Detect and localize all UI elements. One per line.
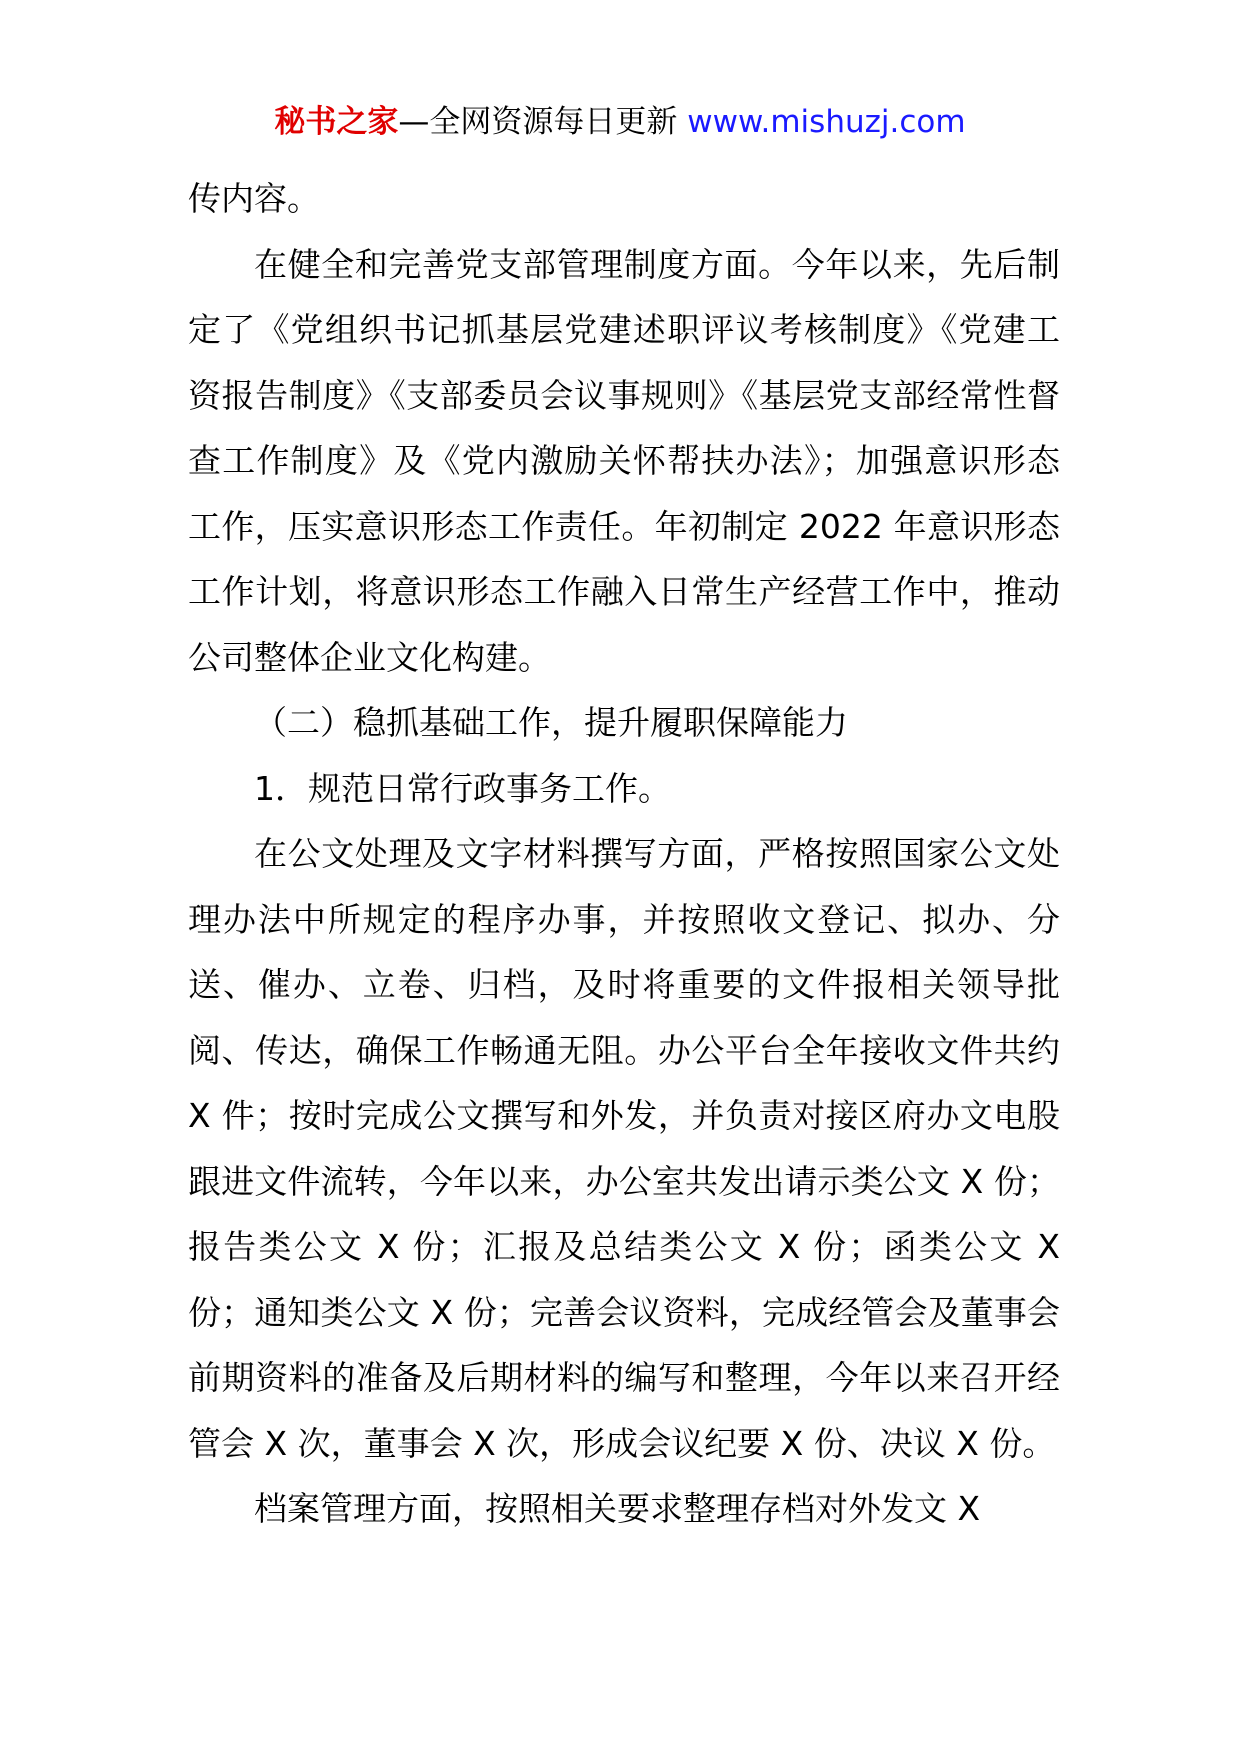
paragraph-document-processing: 在公文处理及文字材料撰写方面，严格按照国家公文处理办法中所规定的程序办事，并按照收文登记、拟办、分送、催办、立卷、归档，及时将重要的文件报相关领导批阅、传达，确保工作畅通无阻。办公平台全年接收文件共约 X 件；按时完成公文撰写和外发，并负责对接区府办文电股跟进文件流转，今年以来，办公室共发出请示类公文 X 份；报告类公文 X 份；汇报及总结类公文 X 份；函类公文 X 份；通知类公文 X 份；完善会议资料，完成经管会及董事会前期资料的准备及后期材料的编写和整理，今年以来召开经管会 X 次，董事会 X 次，形成会议纪要 X 份、决议 X 份。 xyxy=(188,834,1060,1463)
section-heading: （二）稳抓基础工作，提升履职保障能力 xyxy=(254,703,848,742)
paragraph-continuation: 传内容。 xyxy=(188,179,320,218)
brand-name: 秘书之家 xyxy=(274,104,399,140)
subsection-heading: 1．规范日常行政事务工作。 xyxy=(254,768,671,808)
website-link[interactable]: www.mishuzj.com xyxy=(687,104,966,140)
paragraph-archive-management: 档案管理方面，按照相关要求整理存档对外发文 X xyxy=(254,1489,981,1528)
paragraph-party-system: 在健全和完善党支部管理制度方面。今年以来，先后制定了《党组织书记抓基层党建述职评议考核制度》《党建工资报告制度》《支部委员会议事规则》《基层党支部经常性督查工作制度》及《党内激励关怀帮扶办法》；加强意识形态工作，压实意识形态工作责任。年初制定 2022 年意识形态工作计划，将意识形态工作融入日常生产经营工作中，推动公司整体企业文化构建。 xyxy=(188,244,1060,677)
header-tagline: —全网资源每日更新 xyxy=(398,104,678,140)
site-watermark-header xyxy=(0,100,1240,144)
document-body xyxy=(188,166,1060,1542)
